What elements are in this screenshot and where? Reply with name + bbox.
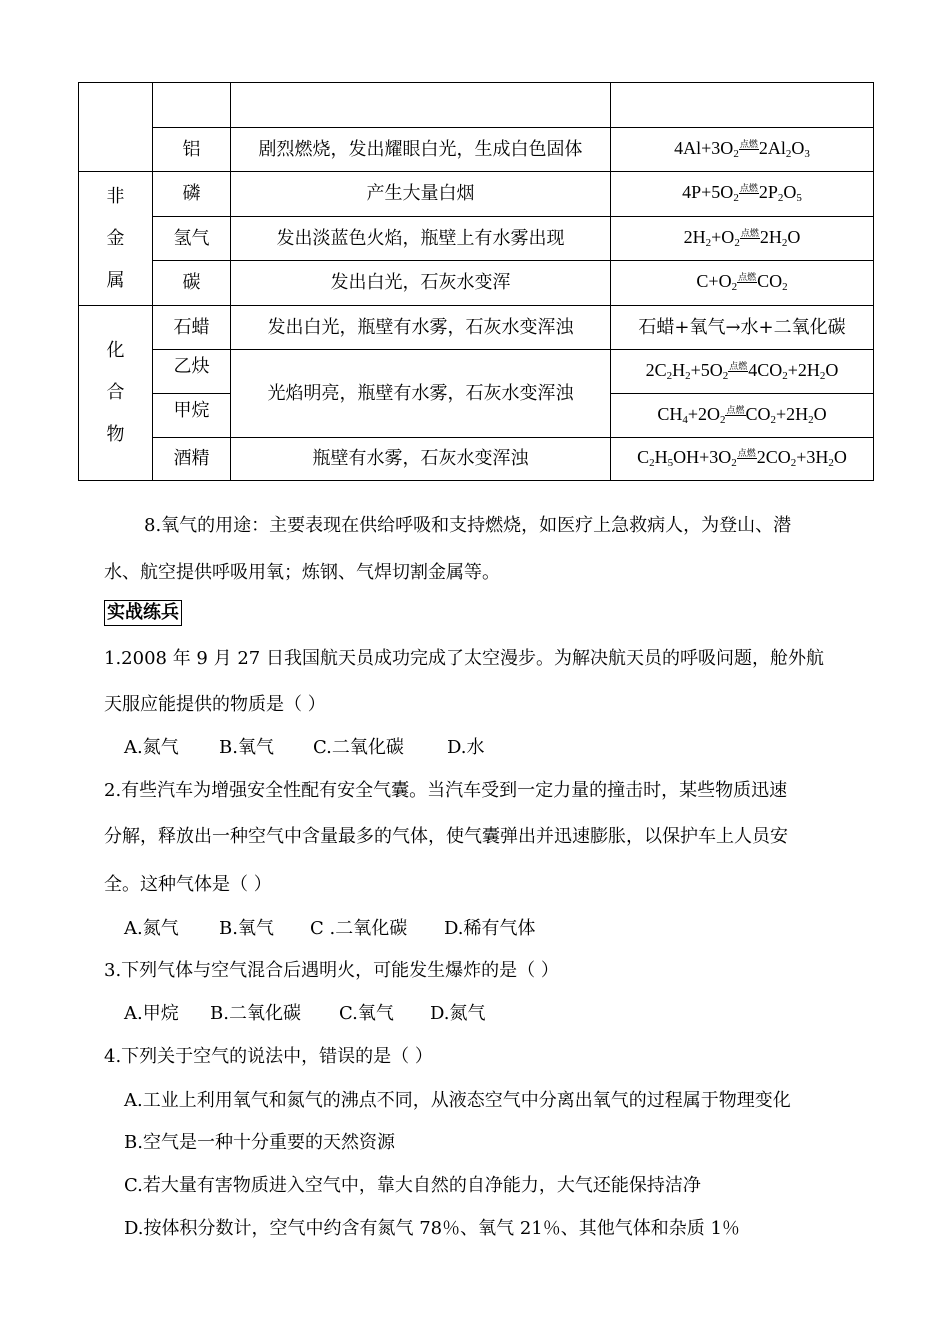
phenomenon-cell bbox=[231, 83, 611, 128]
category-char: 金 bbox=[106, 227, 125, 249]
option: A.氮气 bbox=[124, 737, 179, 758]
equation-cell bbox=[611, 83, 874, 128]
option: A.甲烷 bbox=[124, 1003, 179, 1024]
phenomenon-cell: 发出淡蓝色火焰，瓶壁上有水雾出现 bbox=[231, 217, 611, 261]
equation-cell: $C+O_2$点燃$CO_2$ bbox=[611, 261, 874, 306]
para-8-line-2: 水、航空提供呼吸用氧；炼钢、气焊切割金属等。 bbox=[104, 562, 500, 583]
substance-cell: 磷 bbox=[153, 172, 231, 217]
phenomenon-cell: 光焰明亮，瓶壁有水雾，石灰水变浑浊 bbox=[231, 350, 611, 438]
question-2-line-3: 全。这种气体是（ ） bbox=[104, 874, 272, 895]
equation-cell: $4P+5O_2$点燃$2P_2O_5$ bbox=[611, 172, 874, 217]
question-4-option-d: D.按体积分数计，空气中约含有氮气 78％、氧气 21％、其他气体和杂质 1％ bbox=[124, 1218, 740, 1239]
question-3-line-1: 3.下列气体与空气混合后遇明火，可能发生爆炸的是（ ） bbox=[104, 960, 559, 981]
equation-cell: 石蜡+氧气→水+二氧化碳 bbox=[611, 306, 874, 350]
equation-cell: $2C_2H_2+5O_2$点燃$4CO_2+2H_2O$ bbox=[611, 350, 874, 394]
category-char: 非 bbox=[106, 185, 125, 207]
option: A.氮气 bbox=[124, 918, 179, 939]
option: D.水 bbox=[447, 737, 485, 758]
substance-cell: 铝 bbox=[153, 128, 231, 172]
question-1-line-1: 1.2008 年 9 月 27 日我国航天员成功完成了太空漫步。为解决航天员的呼吸问题，舱外航 bbox=[104, 648, 824, 669]
section-heading: 实战练兵 bbox=[104, 600, 182, 626]
phenomenon-cell: 瓶壁有水雾，石灰水变浑浊 bbox=[231, 438, 611, 481]
category-char: 物 bbox=[106, 424, 125, 445]
option: D.稀有气体 bbox=[444, 918, 536, 939]
category-cell bbox=[79, 83, 153, 172]
phenomenon-cell: 发出白光，瓶壁有水雾，石灰水变浑浊 bbox=[231, 306, 611, 350]
option: B.氧气 bbox=[219, 737, 274, 758]
question-3-options bbox=[124, 1003, 870, 1025]
combustion-table bbox=[78, 82, 874, 481]
phenomenon-cell: 剧烈燃烧，发出耀眼白光，生成白色固体 bbox=[231, 128, 611, 172]
phenomenon-cell: 产生大量白烟 bbox=[231, 172, 611, 217]
question-2-line-2: 分解，释放出一种空气中含量最多的气体，使气囊弹出并迅速膨胀，以保护车上人员安 bbox=[104, 826, 788, 847]
question-1-options bbox=[124, 737, 870, 759]
para-8-line-1: 8.氧气的用途：主要表现在供给呼吸和支持燃烧，如医疗上急救病人，为登山、潜 bbox=[144, 515, 792, 536]
equation-cell: $4Al+3O_2$点燃$2Al_2O_3$ bbox=[611, 128, 874, 172]
phenomenon-cell: 发出白光，石灰水变浑 bbox=[231, 261, 611, 306]
option: B.氧气 bbox=[219, 918, 274, 939]
question-1-line-2: 天服应能提供的物质是（ ） bbox=[104, 694, 326, 715]
question-4-line-1: 4.下列关于空气的说法中，错误的是（ ） bbox=[104, 1046, 433, 1067]
question-2-line-1: 2.有些汽车为增强安全性配有安全气囊。当汽车受到一定力量的撞击时，某些物质迅速 bbox=[104, 780, 788, 801]
equation-cell: $CH_4+2O_2$点燃$CO_2+2H_2O$ bbox=[611, 394, 874, 438]
category-char: 化 bbox=[106, 340, 125, 361]
question-4-option-a: A.工业上利用氧气和氮气的沸点不同，从液态空气中分离出氧气的过程属于物理变化 bbox=[124, 1090, 791, 1111]
substance-cell: 甲烷 bbox=[153, 394, 231, 438]
option: C.氧气 bbox=[339, 1003, 394, 1024]
category-compound bbox=[79, 306, 153, 481]
substance-cell bbox=[153, 83, 231, 128]
substance-cell: 石蜡 bbox=[153, 306, 231, 350]
question-2-options bbox=[124, 918, 870, 940]
option: D.氮气 bbox=[430, 1003, 486, 1024]
substance-cell: 氢气 bbox=[153, 217, 231, 261]
category-char: 属 bbox=[106, 269, 125, 291]
question-4-option-c: C.若大量有害物质进入空气中，靠大自然的自净能力，大气还能保持洁净 bbox=[124, 1175, 701, 1196]
category-nonmetal bbox=[79, 172, 153, 306]
substance-cell: 碳 bbox=[153, 261, 231, 306]
option: B.二氧化碳 bbox=[210, 1003, 301, 1024]
option: C .二氧化碳 bbox=[310, 918, 408, 939]
substance-cell: 乙炔 bbox=[153, 350, 231, 394]
category-char: 合 bbox=[106, 382, 125, 403]
question-4-option-b: B.空气是一种十分重要的天然资源 bbox=[124, 1132, 395, 1153]
equation-cell: $C_2H_5OH+3O_2$点燃$2CO_2+3H_2O$ bbox=[611, 438, 874, 481]
equation-cell: $2H_2+O_2$点燃$2H_2O$ bbox=[611, 217, 874, 261]
substance-cell: 酒精 bbox=[153, 438, 231, 481]
option: C.二氧化碳 bbox=[313, 737, 404, 758]
